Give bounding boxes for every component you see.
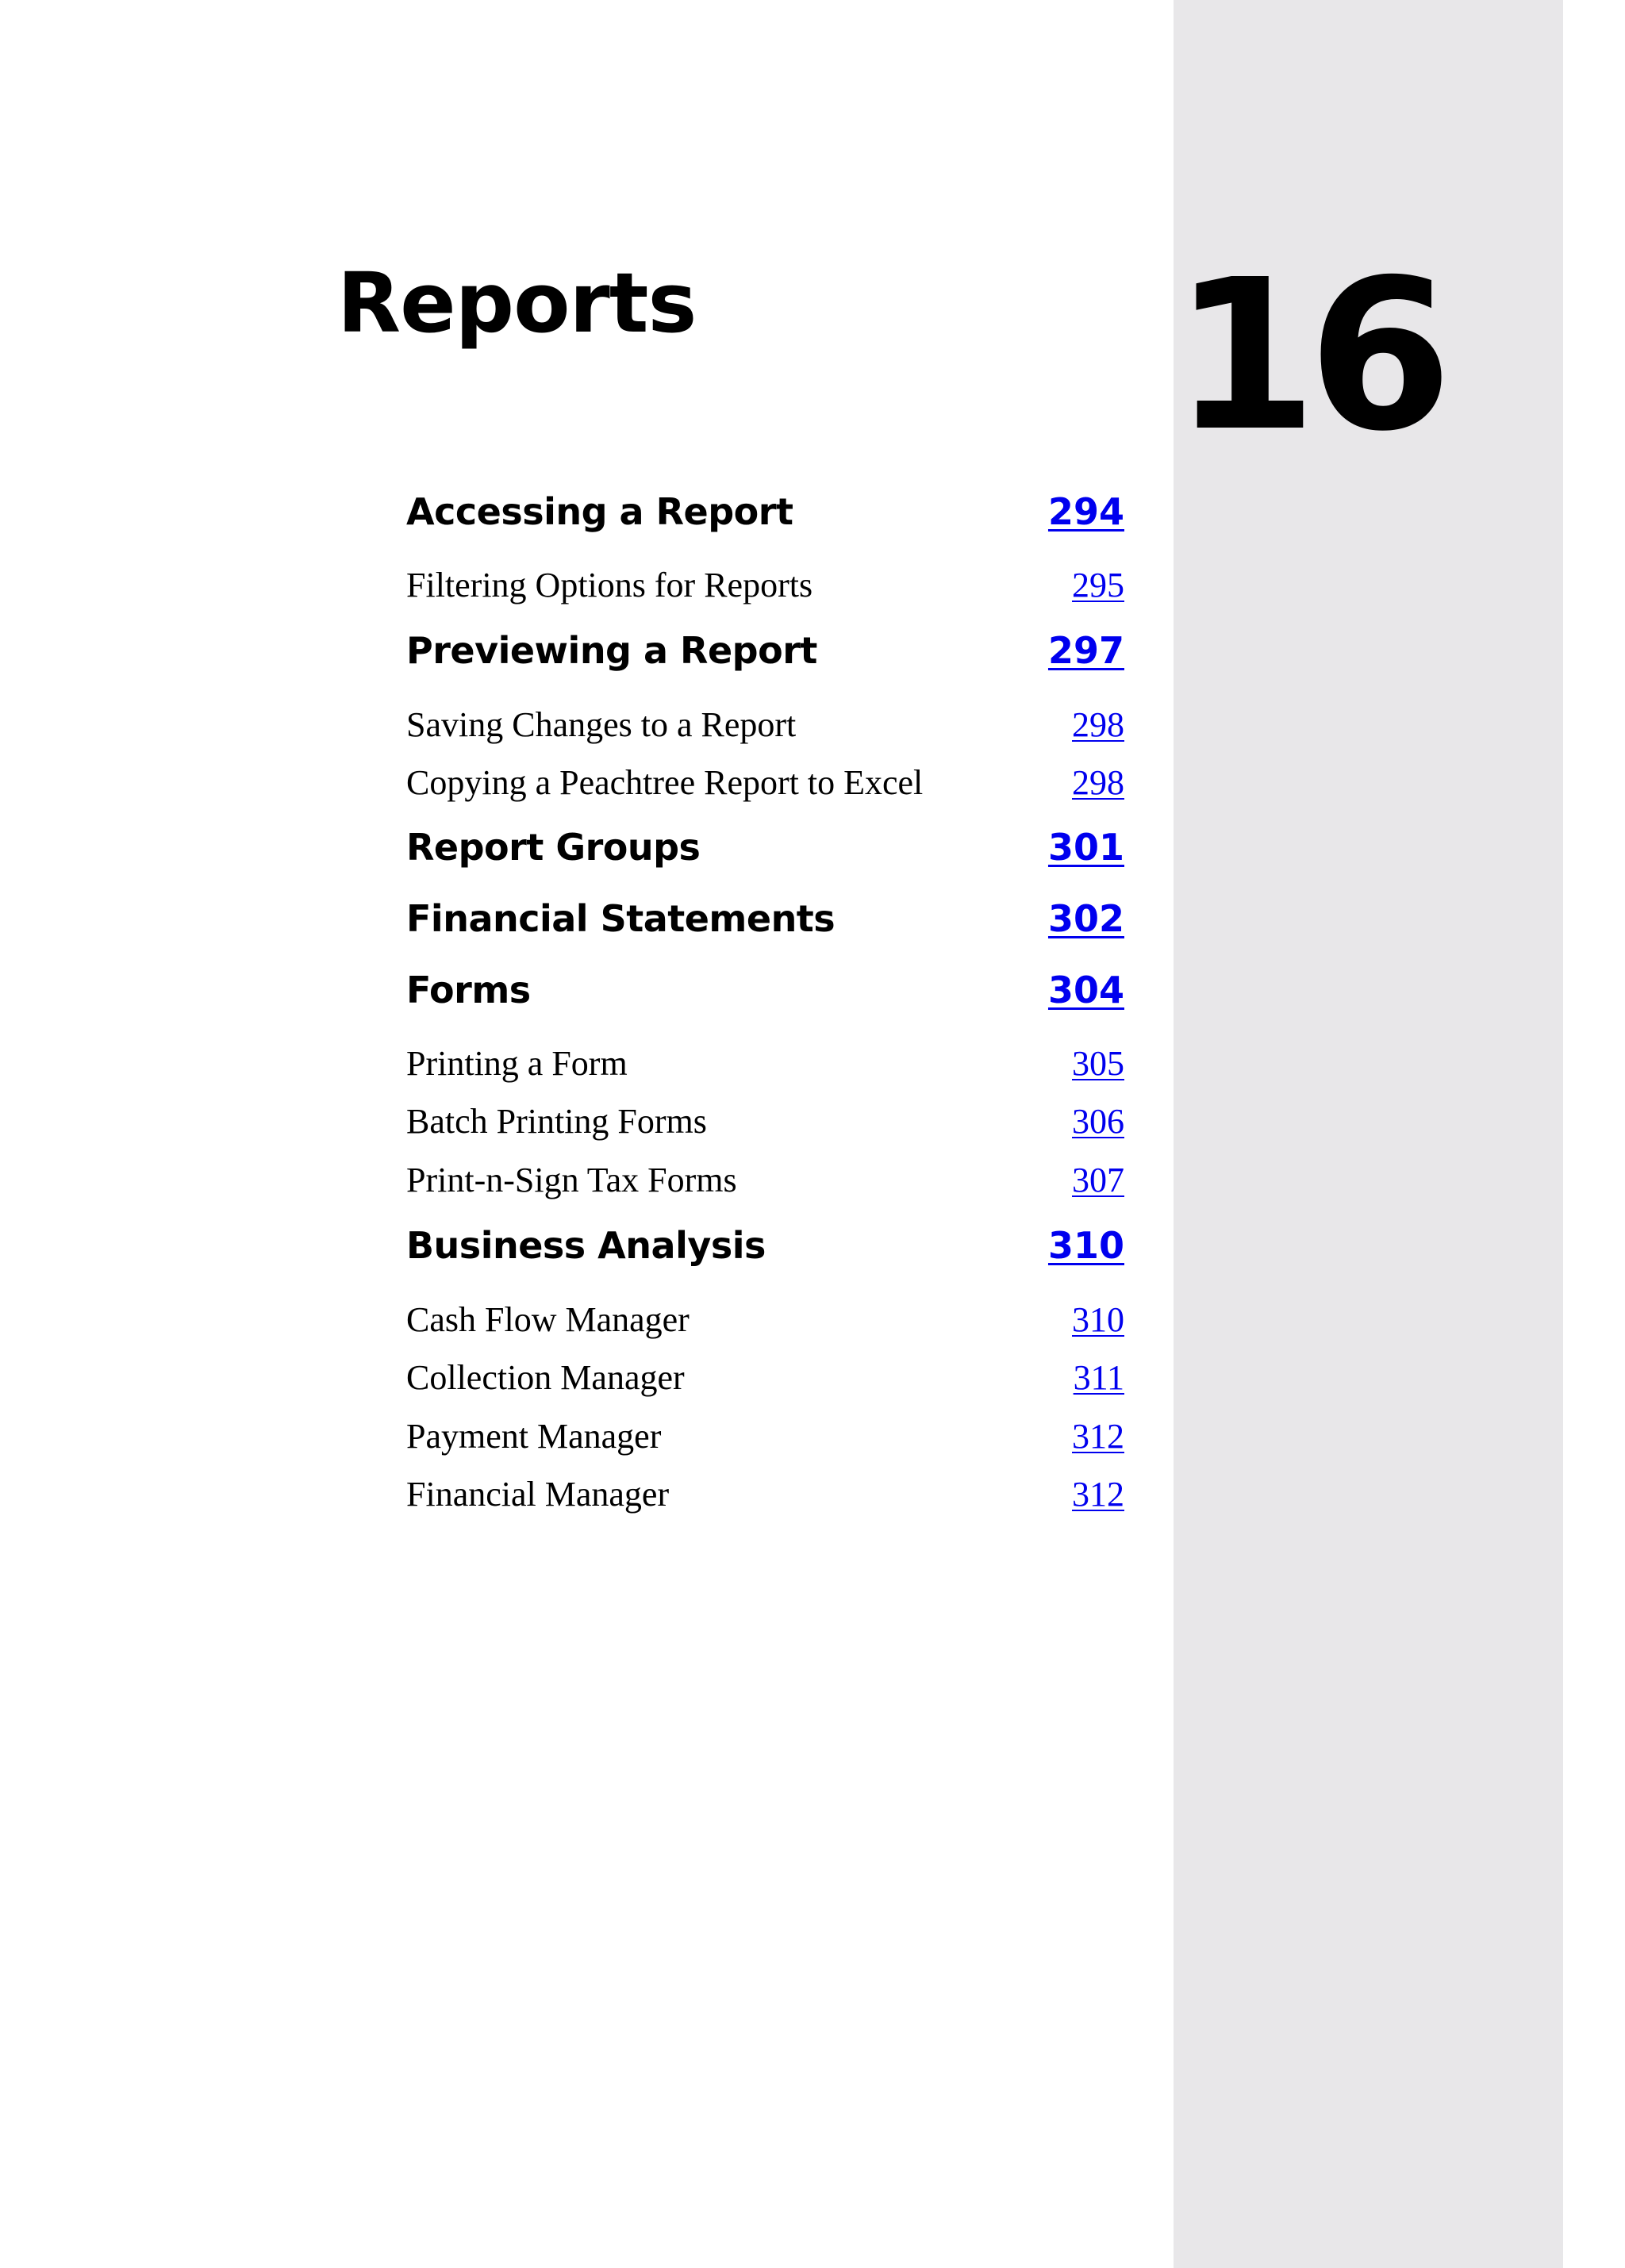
toc-entry-label: Financial Manager <box>406 1475 670 1514</box>
toc-entry-label: Saving Changes to a Report <box>406 705 797 744</box>
toc-entry-label: Filtering Options for Reports <box>406 566 813 604</box>
toc-entry-label: Batch Printing Forms <box>406 1102 707 1141</box>
toc-page-link[interactable]: 294 <box>1047 490 1124 533</box>
toc-entry-label: Accessing a Report <box>406 490 793 533</box>
toc-page-link[interactable]: 295 <box>1072 566 1124 604</box>
toc-entry-printing-a-form <box>406 1043 1124 1084</box>
toc-page-link[interactable]: 304 <box>1047 969 1124 1011</box>
toc-entry-label: Report Groups <box>406 826 701 869</box>
toc-page-link[interactable]: 302 <box>1047 897 1124 940</box>
toc-entry-copying-to-excel <box>406 762 1124 803</box>
toc-page-link[interactable]: 298 <box>1072 705 1124 744</box>
toc-entry-label: Collection Manager <box>406 1358 685 1397</box>
toc-entry-report-groups <box>406 826 1124 869</box>
toc-entry-label: Financial Statements <box>406 897 836 940</box>
toc-entry-label: Printing a Form <box>406 1044 628 1083</box>
toc-entry-label: Payment Manager <box>406 1417 662 1456</box>
toc-entry-payment-manager <box>406 1416 1124 1456</box>
toc-entry-label: Previewing a Report <box>406 629 817 672</box>
toc-entry-print-n-sign <box>406 1160 1124 1200</box>
chapter-number: 16 <box>1173 235 1443 477</box>
toc-entry-collection-manager <box>406 1357 1124 1398</box>
toc-page-link[interactable]: 301 <box>1047 826 1124 869</box>
toc-entry-batch-printing-forms <box>406 1101 1124 1142</box>
toc-entry-forms <box>406 969 1124 1011</box>
toc-page-link[interactable]: 312 <box>1072 1417 1124 1456</box>
toc-entry-label: Print-n-Sign Tax Forms <box>406 1161 737 1199</box>
toc-entry-label: Business Analysis <box>406 1224 766 1267</box>
table-of-contents <box>406 0 1124 1587</box>
toc-page-link[interactable]: 310 <box>1047 1224 1124 1267</box>
toc-entry-business-analysis <box>406 1224 1124 1267</box>
toc-page-link[interactable]: 298 <box>1072 763 1124 802</box>
toc-entry-financial-manager <box>406 1474 1124 1514</box>
toc-page-link[interactable]: 307 <box>1072 1161 1124 1199</box>
toc-entry-previewing-a-report <box>406 629 1124 672</box>
toc-entry-label: Forms <box>406 969 531 1011</box>
toc-entry-cash-flow-manager <box>406 1299 1124 1340</box>
toc-entry-financial-statements <box>406 897 1124 940</box>
toc-page-link[interactable]: 297 <box>1047 629 1124 672</box>
toc-entry-saving-changes <box>406 704 1124 745</box>
toc-entry-label: Copying a Peachtree Report to Excel <box>406 763 924 802</box>
toc-page-link[interactable]: 306 <box>1072 1102 1124 1141</box>
toc-page-link[interactable]: 310 <box>1072 1300 1124 1339</box>
toc-page-link[interactable]: 311 <box>1073 1358 1124 1397</box>
toc-page-link[interactable]: 305 <box>1072 1044 1124 1083</box>
toc-entry-label: Cash Flow Manager <box>406 1300 690 1339</box>
toc-entry-filtering-options <box>406 565 1124 605</box>
toc-entry-accessing-a-report <box>406 490 1124 533</box>
chapter-title: Reports <box>337 255 697 351</box>
toc-page-link[interactable]: 312 <box>1072 1475 1124 1514</box>
